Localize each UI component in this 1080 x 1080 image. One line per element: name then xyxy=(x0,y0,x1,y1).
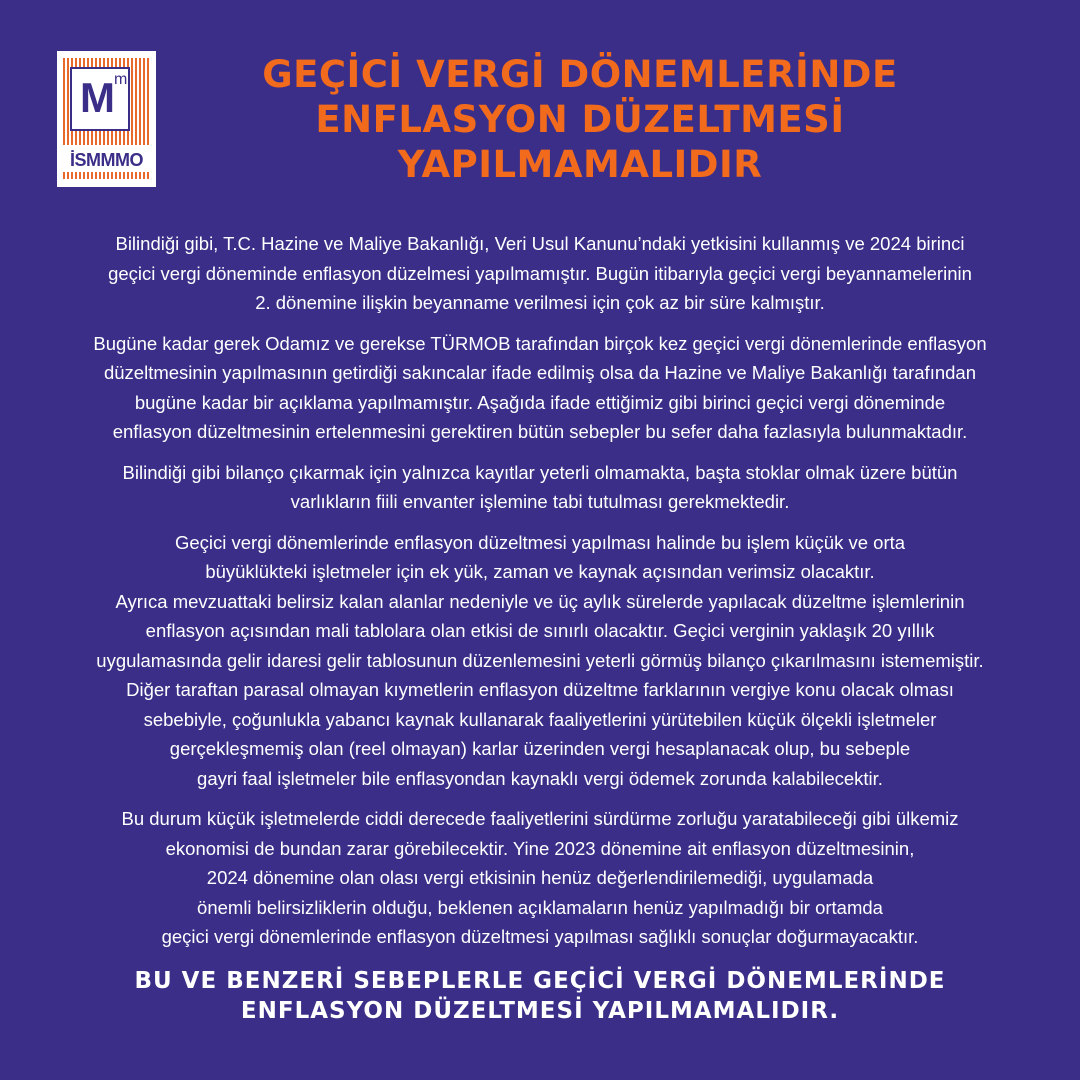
title-line: YAPILMAMALIDIR xyxy=(397,143,763,186)
conclusion-line: BU VE BENZERİ SEBEPLERLE GEÇİCİ VERGİ DÖNEMLERİNDE xyxy=(134,968,946,994)
text-line: Bilindiği gibi bilanço çıkarmak için yalnızca kayıtlar yeterli olmamakta, başta stoklar olmak üzere bütün xyxy=(122,461,958,483)
title-line: GEÇİCİ VERGİ DÖNEMLERİNDE xyxy=(262,53,898,96)
title-line: ENFLASYON DÜZELTMESİ xyxy=(315,98,845,141)
logo-mark xyxy=(70,67,130,131)
text-line: Ayrıca mevzuattaki belirsiz kalan alanlar nedeniyle ve üç aylık sürelerde yapılacak düzeltme işlemlerinin xyxy=(115,590,965,612)
text-line: önemli belirsizliklerin olduğu, beklenen açıklamaların henüz yapılmadığı bir ortamda xyxy=(197,896,883,918)
text-line: Bu durum küçük işletmelerde ciddi derecede faaliyetlerini sürdürme zorluğu yaratabileceği gibi ülkemiz xyxy=(121,808,959,829)
logo-letter-m: M xyxy=(80,74,115,121)
text-line: gerçekleşmemiş olan (reel olmayan) karlar üzerinden vergi hesaplanacak olup, bu sebeple xyxy=(169,738,911,759)
text-line: uygulamasında gelir idaresi gelir tablosunun düzenlemesini yeterli görmüş bilanço çıkarılmasını istememiştir. xyxy=(96,649,984,671)
text-line: enflasyon açısından mali tablolara olan etkisi de sınırlı olacaktır. Geçici verginin yaklaşık 20 yıllık xyxy=(145,620,935,641)
text-line: geçici vergi döneminde enflasyon düzelmesi yapılmamıştır. Bugün itibarıyla geçici vergi beyannamelerinin xyxy=(108,262,972,284)
text-line: sebebiyle, çoğunlukla yabancı kaynak kullanarak faaliyetlerini yürütebilen küçük ölçekli işletmeler xyxy=(143,708,937,730)
text-line: 2024 dönemine olan olası vergi etkisinin henüz değerlendirilemediği, uygulamada xyxy=(206,867,874,888)
page-title xyxy=(160,52,1000,187)
conclusion-banner xyxy=(40,966,1040,1026)
text-line: büyüklükteki işletmeler için ek yük, zaman ve kaynak açısından verimsiz olacaktır. xyxy=(205,561,875,582)
text-line: 2. dönemine ilişkin beyanname verilmesi için çok az bir süre kalmıştır. xyxy=(255,292,825,313)
text-line: geçici vergi dönemlerinde enflasyon düzeltmesi yapılması sağlıklı sonuçlar doğurmayacaktır. xyxy=(161,926,919,947)
logo-name: İSMMMO xyxy=(63,145,150,172)
text-line: enflasyon düzeltmesinin ertelenmesini gerektiren bütün sebepler bu sefer daha fazlasıyla bulunmaktadır. xyxy=(112,421,968,442)
statement-body xyxy=(60,218,1020,963)
text-line: Diğer taraftan parasal olmayan kıymetlerin enflasyon düzeltme farklarının vergiye konu olacak olması xyxy=(126,679,954,700)
logo-superscript: m xyxy=(114,71,128,88)
conclusion-line: ENFLASYON DÜZELTMESİ YAPILMAMALIDIR. xyxy=(240,998,840,1024)
text-line: ekonomisi de bundan zarar görebilecektir. Yine 2023 dönemine ait enflasyon düzeltmesinin, xyxy=(165,837,915,859)
text-line: Bugüne kadar gerek Odamız ve gerekse TÜRMOB tarafından birçok kez geçici vergi dönemlerinde enflasyon xyxy=(93,332,987,354)
text-line: varlıkların fiili envanter işlemine tabi tutulması gerekmektedir. xyxy=(290,491,790,512)
ismmmo-logo xyxy=(57,51,156,187)
text-line: bugüne kadar bir açıklama yapılmamıştır. Aşağıda ifade ettiğimiz gibi birinci geçici vergi döneminde xyxy=(134,391,946,413)
text-line: Geçici vergi dönemlerinde enflasyon düzeltmesi yapılması halinde bu işlem küçük ve orta xyxy=(174,531,906,553)
text-line: düzeltmesinin yapılmasının getirdiği sakıncalar ifade edilmiş olsa da Hazine ve Maliye Bakanlığı tarafından xyxy=(103,362,976,383)
text-line: Bilindiği gibi, T.C. Hazine ve Maliye Bakanlığı, Veri Usul Kanunu’ndaki yetkisini kullanmış ve 2024 birinci xyxy=(115,233,965,254)
text-line: gayri faal işletmeler bile enflasyondan kaynaklı vergi ödemek zorunda kalabilecektir. xyxy=(197,767,883,789)
